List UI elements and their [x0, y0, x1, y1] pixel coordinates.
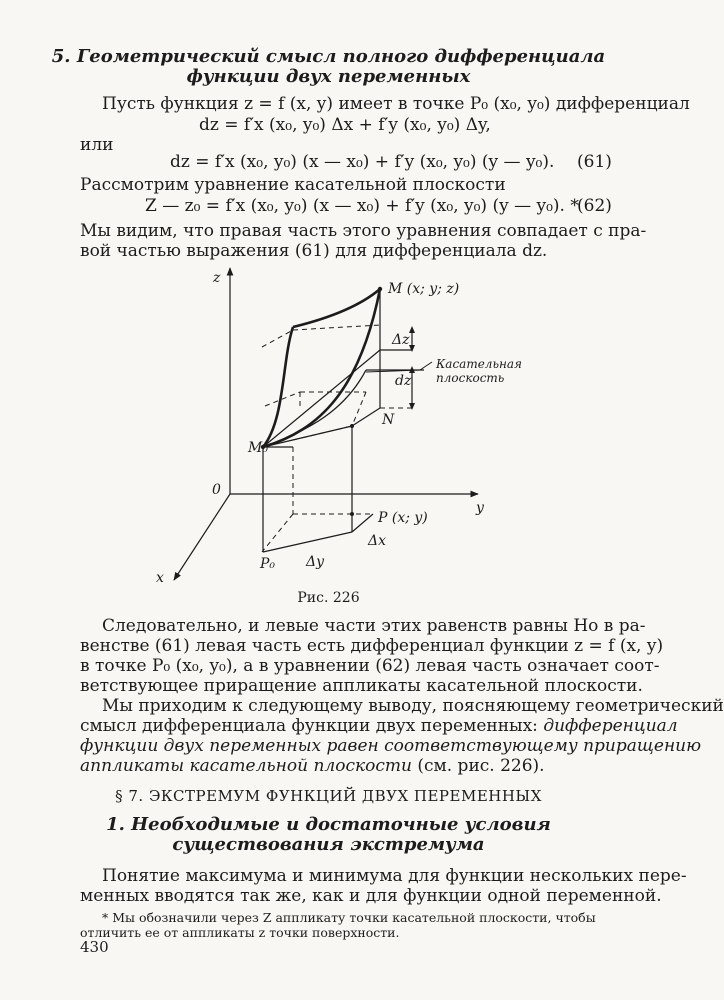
delta-y-label: Δy: [306, 554, 325, 570]
paragraph4-line4-plain: (см. рис. 226).: [411, 756, 545, 776]
section-heading-line2: функции двух переменных: [186, 66, 471, 87]
subheading-line2: существования экстремума: [172, 834, 485, 855]
paragraph1-line1: Пусть функция z = f (x, y) имеет в точке P₀ (x₀, y₀) дифференциал: [102, 94, 690, 114]
paragraph1-formula: dz = f′x (x₀, y₀) Δx + f′y (x₀, y₀) Δy,: [199, 115, 491, 135]
subheading-line1: 1. Необходимые и достаточные условия: [106, 814, 551, 835]
page-number: 430: [80, 938, 109, 956]
point-m0-label: M₀: [248, 440, 268, 456]
surface-curve: [263, 289, 380, 447]
point-p-label: P (x; y): [378, 510, 428, 526]
equation-62-number: (62): [577, 196, 612, 216]
paragraph1-connector: или: [80, 135, 114, 155]
paragraph4-line4: [80, 756, 545, 776]
origin-label: 0: [212, 482, 221, 498]
paragraph4-line4-italic: аппликаты касательной плоскости: [80, 756, 412, 776]
z-axis-label: z: [213, 270, 221, 286]
section-heading-line1: 5. Геометрический смысл полного дифференциала: [51, 46, 606, 67]
footnote-line1: * Мы обозначили через Z аппликату точки касательной плоскости, чтобы: [102, 910, 596, 925]
x-axis: [174, 494, 230, 580]
x-axis-label: x: [156, 570, 164, 586]
paragraph4-line2: [80, 716, 678, 736]
figure-caption: Рис. 226: [297, 590, 360, 606]
paragraph3-line3: в точке P₀ (x₀, y₀), а в уравнении (62) левая часть означает соот-: [80, 656, 660, 676]
point-p0-label: P₀: [260, 556, 276, 572]
tangent-label-line2: плоскость: [436, 371, 505, 385]
paragraph4-line1: Мы приходим к следующему выводу, поясняющему геометрический: [102, 696, 724, 716]
point-n-label: N: [382, 412, 395, 428]
equation-61-number: (61): [577, 152, 612, 172]
equation-62: Z — z₀ = f′x (x₀, y₀) (x — x₀) + f′y (x₀, y₀) (y — y₀). *: [145, 196, 579, 216]
paragraph4-line2-plain: смысл дифференциала функции двух переменных:: [80, 716, 544, 736]
tangent-plane-intro: Рассмотрим уравнение касательной плоскости: [80, 175, 506, 195]
tangent-label-line1: Касательная: [436, 357, 522, 371]
delta-z-label: Δz: [392, 332, 410, 348]
y-axis-label: y: [476, 500, 484, 516]
point-m-label: M (x; y; z): [388, 281, 460, 297]
surface-edge-left: [263, 327, 293, 447]
paragraph2-line2: вой частью выражения (61) для дифференциала dz.: [80, 241, 548, 261]
dz-label: dz: [395, 373, 412, 389]
paragraph4-line2-italic: дифференциал: [543, 716, 678, 736]
paragraph3-line1: Следовательно, и левые части этих равенств равны Но в ра-: [102, 616, 646, 636]
paragraph3-line2: венстве (61) левая часть есть дифференциал функции z = f (x, y): [80, 636, 664, 656]
paragraph2-line1: Мы видим, что правая часть этого уравнения совпадает с пра-: [80, 221, 647, 241]
delta-x-label: Δx: [368, 533, 387, 549]
paragraph4-line3: функции двух переменных равен соответствующему приращению: [80, 736, 702, 756]
footnote-line2: отличить ее от аппликаты z точки поверхности.: [80, 925, 400, 940]
surface-edge-top: [293, 289, 380, 327]
paragraph5-line1: Понятие максимума и минимума для функции нескольких пере-: [102, 866, 687, 886]
paragraph3-line4: ветствующее приращение аппликаты касательной плоскости.: [80, 676, 643, 696]
section-7-title: § 7. ЭКСТРЕМУМ ФУНКЦИЙ ДВУХ ПЕРЕМЕННЫХ: [115, 787, 542, 805]
paragraph5-line2: менных вводятся так же, как и для функции одной переменной.: [80, 886, 662, 906]
equation-61: dz = f′x (x₀, y₀) (x — x₀) + f′y (x₀, y₀) (y — y₀).: [170, 152, 555, 172]
